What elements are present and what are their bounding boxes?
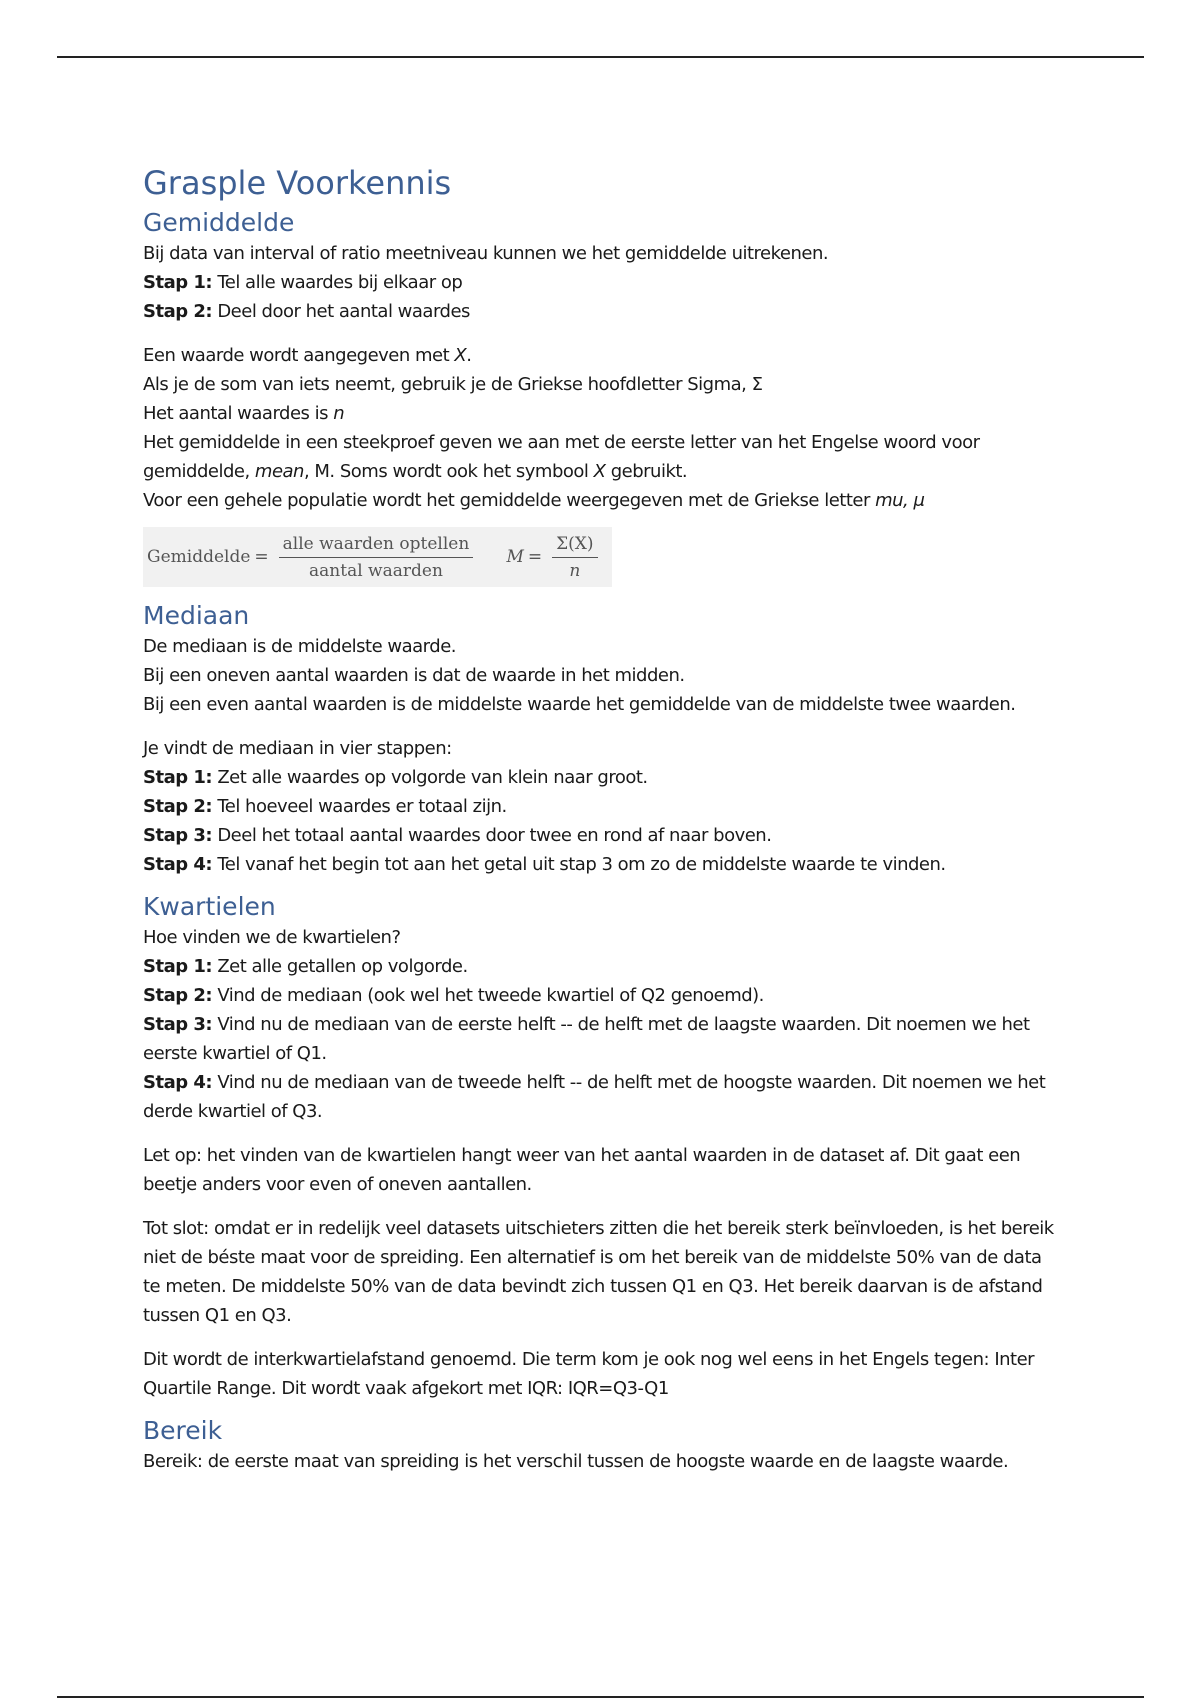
document-body xyxy=(143,162,1063,1476)
gemiddelde-step-2 xyxy=(143,297,1063,326)
text: gebruikt. xyxy=(605,461,688,482)
step-text: Zet alle getallen op volgorde. xyxy=(212,956,468,977)
symbol-mu: , μ xyxy=(903,490,925,511)
step-text: Tel vanaf het begin tot aan het getal uit stap 3 om zo de middelste waarde te vinden. xyxy=(212,854,946,875)
text: Een waarde wordt aangegeven met xyxy=(143,345,455,366)
gemiddelde-step-1 xyxy=(143,268,1063,297)
step-text: Vind de mediaan (ook wel het tweede kwartiel of Q2 genoemd). xyxy=(212,985,764,1006)
formula-words xyxy=(143,527,492,587)
step-label: Stap 1: xyxy=(143,767,213,788)
mediaan-step-4 xyxy=(143,850,1063,879)
step-label: Stap 4: xyxy=(143,854,213,875)
mediaan-step-1 xyxy=(143,763,1063,792)
step-label: Stap 2: xyxy=(143,796,213,817)
var-x: X xyxy=(593,461,606,482)
numerator: alle waarden optellen xyxy=(279,534,474,558)
text: , M. Soms wordt ook het symbool xyxy=(303,461,594,482)
mean-formula xyxy=(143,527,1063,587)
step-label: Stap 1: xyxy=(143,272,213,293)
var-x: X xyxy=(454,345,467,366)
footer-rule xyxy=(57,1696,1144,1698)
mediaan-step-3 xyxy=(143,821,1063,850)
mediaan-steps-intro: Je vindt de mediaan in vier stappen: xyxy=(143,738,452,759)
text: Voor een gehele populatie wordt het gemiddelde weergegeven met de Griekse letter xyxy=(143,490,876,511)
equals-sign: = xyxy=(254,547,269,567)
step-label: Stap 3: xyxy=(143,1014,213,1035)
step-label: Stap 2: xyxy=(143,301,213,322)
line-sigma: Als je de som van iets neemt, gebruik je de Griekse hoofdletter Sigma, Σ xyxy=(143,374,763,395)
word-mu: mu xyxy=(875,490,904,511)
heading-gemiddelde: Gemiddelde xyxy=(143,208,295,237)
line-mu xyxy=(143,486,1063,515)
header-rule xyxy=(57,56,1144,58)
step-label: Stap 4: xyxy=(143,1072,213,1093)
line-mean xyxy=(143,428,1063,486)
kwartielen-tot-slot: Tot slot: omdat er in redelijk veel datasets uitschieters zitten die het bereik sterk beïnvloeden, is het bereik niet de béste maat voor de spreiding. Een alternatief is om het bereik van de middelste 50% van de data te meten. De middelste 50% van de data bevindt zich tussen Q1 en Q3. Het bereik daarvan is de afstand tussen Q1 en Q3. xyxy=(143,1218,1054,1326)
step-text: Vind nu de mediaan van de tweede helft -- de helft met de hoogste waarden. Dit noemen we het derde kwartiel of Q3. xyxy=(143,1072,1046,1122)
step-text: Vind nu de mediaan van de eerste helft -- de helft met de laagste waarden. Dit noemen we het eerste kwartiel of Q1. xyxy=(143,1014,1030,1064)
text: Het gemiddelde in een steekproef geven we aan met de eerste letter van het Engelse woord voor gemiddelde, xyxy=(143,432,980,482)
fraction xyxy=(279,534,474,581)
kwartielen-iqr: Dit wordt de interkwartielafstand genoemd. Die term kom je ook nog wel eens in het Engels tegen: Inter Quartile Range. Dit wordt vaak afgekort met IQR: IQR=Q3-Q1 xyxy=(143,1349,1035,1399)
var-n: n xyxy=(333,403,345,424)
heading-bereik: Bereik xyxy=(143,1416,223,1445)
step-text: Tel hoeveel waardes er totaal zijn. xyxy=(212,796,507,817)
text: . xyxy=(466,345,472,366)
mediaan-step-2 xyxy=(143,792,1063,821)
step-label: Stap 1: xyxy=(143,956,213,977)
step-text: Zet alle waardes op volgorde van klein naar groot. xyxy=(212,767,648,788)
fraction xyxy=(552,534,597,581)
formula-label: Gemiddelde xyxy=(147,547,251,567)
numerator: Σ(X) xyxy=(552,534,597,558)
text: Het aantal waardes is xyxy=(143,403,334,424)
step-label: Stap 2: xyxy=(143,985,213,1006)
kwartielen-note: Let op: het vinden van de kwartielen hangt weer van het aantal waarden in de dataset af. Dit gaat een beetje anders voor even of oneven aantallen. xyxy=(143,1145,1021,1195)
kwartielen-step-4 xyxy=(143,1068,1063,1126)
kwartielen-step-1 xyxy=(143,952,1063,981)
step-text: Tel alle waardes bij elkaar op xyxy=(212,272,463,293)
formula-symbols xyxy=(492,527,612,587)
mediaan-line-3: Bij een even aantal waarden is de middelste waarde het gemiddelde van de middelste twee waarden. xyxy=(143,694,1016,715)
mediaan-line-1: De mediaan is de middelste waarde. xyxy=(143,636,456,657)
bereik-text: Bereik: de eerste maat van spreiding is het verschil tussen de hoogste waarde en de laagste waarde. xyxy=(143,1451,1009,1472)
equals-sign: = xyxy=(527,547,543,567)
mediaan-line-2: Bij een oneven aantal waarden is dat de waarde in het midden. xyxy=(143,665,685,686)
step-text: Deel het totaal aantal waardes door twee en rond af naar boven. xyxy=(212,825,772,846)
gemiddelde-intro: Bij data van interval of ratio meetniveau kunnen we het gemiddelde uitrekenen. xyxy=(143,243,829,264)
page-title: Grasple Voorkennis xyxy=(143,164,452,202)
line-n xyxy=(143,399,1063,428)
denominator: n xyxy=(569,560,581,581)
heading-kwartielen: Kwartielen xyxy=(143,892,276,921)
heading-mediaan: Mediaan xyxy=(143,601,250,630)
step-text: Deel door het aantal waardes xyxy=(212,301,470,322)
kwartielen-step-2 xyxy=(143,981,1063,1010)
kwartielen-intro: Hoe vinden we de kwartielen? xyxy=(143,927,401,948)
line-x xyxy=(143,341,1063,370)
kwartielen-step-3 xyxy=(143,1010,1063,1068)
symbol-m: M xyxy=(506,547,524,567)
step-label: Stap 3: xyxy=(143,825,213,846)
denominator: aantal waarden xyxy=(309,560,443,581)
word-mean: mean xyxy=(254,461,304,482)
